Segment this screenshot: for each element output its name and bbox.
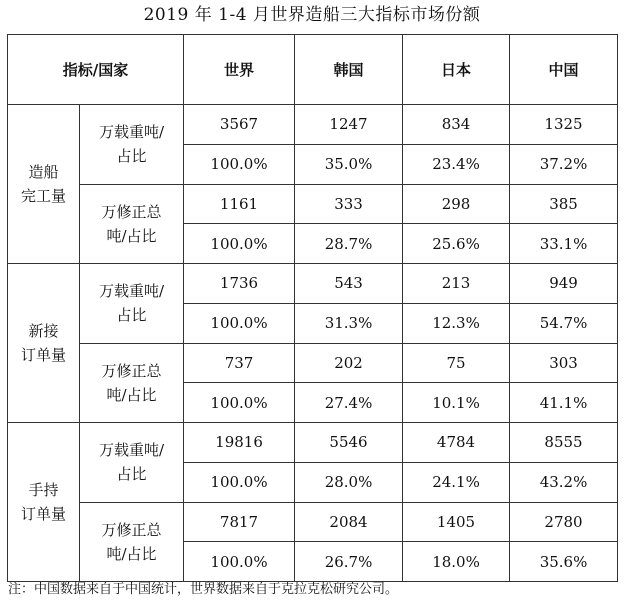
value-cell: 3567 bbox=[184, 105, 295, 145]
value-cell: 1325 bbox=[510, 105, 618, 145]
share-cell: 35.0% bbox=[295, 144, 403, 184]
share-cell: 100.0% bbox=[184, 224, 295, 264]
unit-label: 万修正总 吨/占比 bbox=[80, 502, 184, 582]
unit-label: 万载重吨/ 占比 bbox=[80, 264, 184, 344]
table-row bbox=[8, 105, 618, 145]
share-cell: 23.4% bbox=[403, 144, 510, 184]
share-cell: 12.3% bbox=[403, 303, 510, 343]
value-cell: 737 bbox=[184, 343, 295, 383]
unit-label: 万载重吨/ 占比 bbox=[80, 105, 184, 185]
share-cell: 100.0% bbox=[184, 144, 295, 184]
column-header-japan: 日本 bbox=[403, 35, 510, 105]
share-cell: 26.7% bbox=[295, 542, 403, 582]
value-cell: 2084 bbox=[295, 502, 403, 542]
value-cell: 303 bbox=[510, 343, 618, 383]
value-cell: 543 bbox=[295, 264, 403, 304]
value-cell: 75 bbox=[403, 343, 510, 383]
table-row bbox=[8, 184, 618, 224]
share-cell: 27.4% bbox=[295, 383, 403, 423]
table-row bbox=[8, 343, 618, 383]
value-cell: 2780 bbox=[510, 502, 618, 542]
group-label: 手持 订单量 bbox=[8, 423, 80, 582]
share-cell: 100.0% bbox=[184, 542, 295, 582]
corner-header: 指标/国家 bbox=[8, 35, 184, 105]
share-cell: 54.7% bbox=[510, 303, 618, 343]
column-header-korea: 韩国 bbox=[295, 35, 403, 105]
share-cell: 28.0% bbox=[295, 462, 403, 502]
share-cell: 100.0% bbox=[184, 462, 295, 502]
value-cell: 385 bbox=[510, 184, 618, 224]
table-title: 2019 年 1-4 月世界造船三大指标市场份额 bbox=[143, 5, 481, 25]
value-cell: 1405 bbox=[403, 502, 510, 542]
share-cell: 41.1% bbox=[510, 383, 618, 423]
share-cell: 33.1% bbox=[510, 224, 618, 264]
share-cell: 18.0% bbox=[403, 542, 510, 582]
share-cell: 28.7% bbox=[295, 224, 403, 264]
value-cell: 8555 bbox=[510, 423, 618, 463]
value-cell: 298 bbox=[403, 184, 510, 224]
value-cell: 949 bbox=[510, 264, 618, 304]
group-label: 造船 完工量 bbox=[8, 105, 80, 264]
source-note: 注：中国数据来自于中国统计，世界数据来自于克拉克松研究公司。 bbox=[8, 582, 399, 597]
unit-label: 万载重吨/ 占比 bbox=[80, 423, 184, 503]
table-row bbox=[8, 264, 618, 304]
value-cell: 202 bbox=[295, 343, 403, 383]
table-row bbox=[8, 502, 618, 542]
unit-label: 万修正总 吨/占比 bbox=[80, 343, 184, 423]
value-cell: 1736 bbox=[184, 264, 295, 304]
column-header-world: 世界 bbox=[184, 35, 295, 105]
share-cell: 31.3% bbox=[295, 303, 403, 343]
table-row bbox=[8, 423, 618, 463]
value-cell: 1247 bbox=[295, 105, 403, 145]
value-cell: 7817 bbox=[184, 502, 295, 542]
share-cell: 100.0% bbox=[184, 383, 295, 423]
column-header-china: 中国 bbox=[510, 35, 618, 105]
share-cell: 43.2% bbox=[510, 462, 618, 502]
value-cell: 5546 bbox=[295, 423, 403, 463]
value-cell: 834 bbox=[403, 105, 510, 145]
share-cell: 35.6% bbox=[510, 542, 618, 582]
header-row bbox=[8, 35, 618, 105]
share-cell: 37.2% bbox=[510, 144, 618, 184]
value-cell: 213 bbox=[403, 264, 510, 304]
unit-label: 万修正总 吨/占比 bbox=[80, 184, 184, 264]
group-label: 新接 订单量 bbox=[8, 264, 80, 423]
value-cell: 333 bbox=[295, 184, 403, 224]
market-share-table bbox=[7, 34, 618, 582]
share-cell: 10.1% bbox=[403, 383, 510, 423]
share-cell: 100.0% bbox=[184, 303, 295, 343]
value-cell: 19816 bbox=[184, 423, 295, 463]
value-cell: 4784 bbox=[403, 423, 510, 463]
share-cell: 25.6% bbox=[403, 224, 510, 264]
share-cell: 24.1% bbox=[403, 462, 510, 502]
value-cell: 1161 bbox=[184, 184, 295, 224]
